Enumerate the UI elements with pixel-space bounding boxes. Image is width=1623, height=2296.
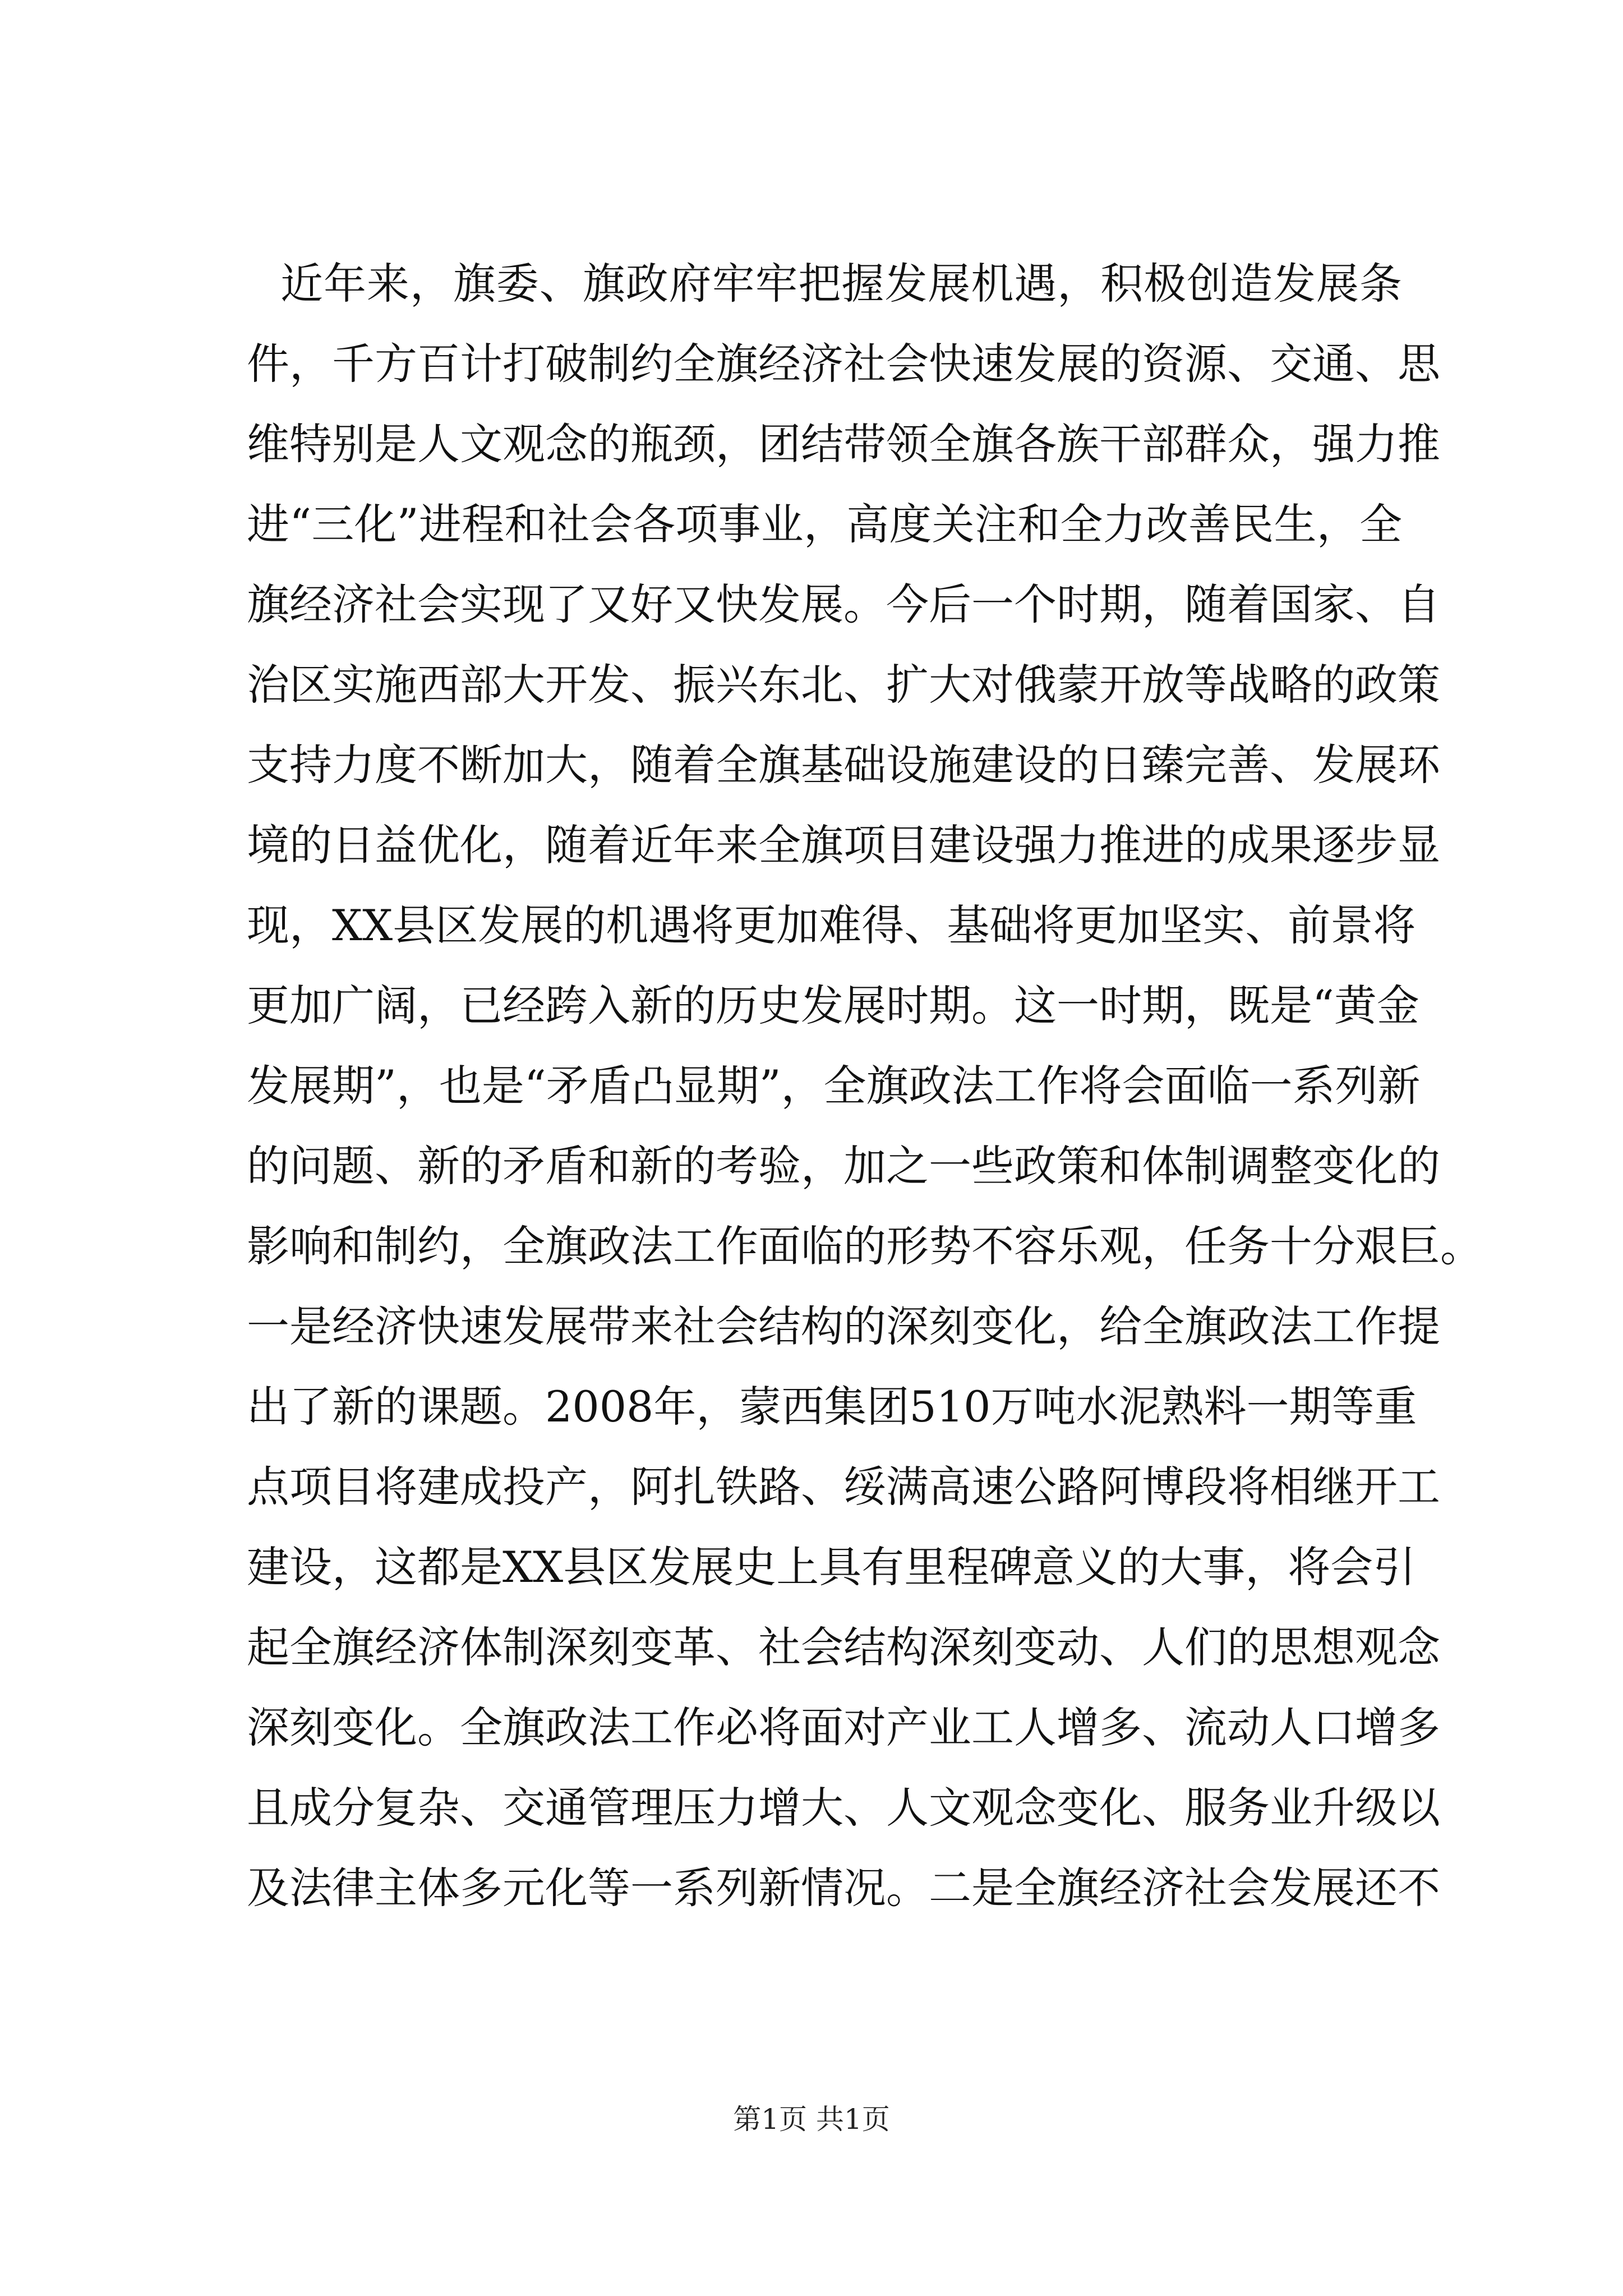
text-line: 现，XX县区发展的机遇将更加难得、基础将更加坚实、前景将 bbox=[247, 900, 1416, 950]
text-line: 支持力度不断加大，随着全旗基础设施建设的日臻完善、发展环 bbox=[247, 740, 1440, 790]
text-line: 且成分复杂、交通管理压力增大、人文观念变化、服务业升级以 bbox=[247, 1783, 1440, 1833]
text-line: 维特别是人文观念的瓶颈，团结带领全旗各族干部群众，强力推 bbox=[247, 419, 1440, 469]
page-number-label: 第1页 共1页 bbox=[733, 2103, 890, 2136]
text-line: 进“三化”进程和社会各项事业，高度关注和全力改善民生，全 bbox=[247, 499, 1402, 549]
text-line: 境的日益优化，随着近年来全旗项目建设强力推进的成果逐步显 bbox=[247, 820, 1440, 870]
text-line: 近年来，旗委、旗政府牢牢把握发展机遇，积极创造发展条 bbox=[280, 259, 1402, 309]
text-line: 影响和制约，全旗政法工作面临的形势不容乐观，任务十分艰巨。 bbox=[247, 1221, 1483, 1271]
text-line: 建设，这都是XX县区发展史上具有里程碑意义的大事，将会引 bbox=[247, 1542, 1416, 1592]
text-line: 深刻变化。全旗政法工作必将面对产业工人增多、流动人口增多 bbox=[247, 1703, 1440, 1752]
text-line: 出了新的课题。2008年，蒙西集团510万吨水泥熟料一期等重 bbox=[247, 1382, 1417, 1432]
text-line: 更加广阔，已经跨入新的历史发展时期。这一时期，既是“黄金 bbox=[247, 981, 1419, 1030]
text-line: 发展期”，也是“矛盾凸显期”，全旗政法工作将会面临一系列新 bbox=[247, 1061, 1421, 1111]
text-line: 旗经济社会实现了又好又快发展。今后一个时期，随着国家、自 bbox=[247, 579, 1440, 629]
text-line: 起全旗经济体制深刻变革、社会结构深刻变动、人们的思想观念 bbox=[247, 1622, 1440, 1672]
page-footer bbox=[0, 2102, 1623, 2136]
text-line: 治区实施西部大开发、振兴东北、扩大对俄蒙开放等战略的政策 bbox=[247, 660, 1440, 710]
body-paragraph bbox=[247, 243, 1483, 1928]
text-line: 的问题、新的矛盾和新的考验，加之一些政策和体制调整变化的 bbox=[247, 1141, 1440, 1191]
text-line: 一是经济快速发展带来社会结构的深刻变化，给全旗政法工作提 bbox=[247, 1301, 1440, 1351]
text-line: 点项目将建成投产，阿扎铁路、绥满高速公路阿博段将相继开工 bbox=[247, 1462, 1440, 1512]
text-line: 及法律主体多元化等一系列新情况。二是全旗经济社会发展还不 bbox=[247, 1863, 1440, 1913]
text-line: 件，千方百计打破制约全旗经济社会快速发展的资源、交通、思 bbox=[247, 339, 1440, 389]
